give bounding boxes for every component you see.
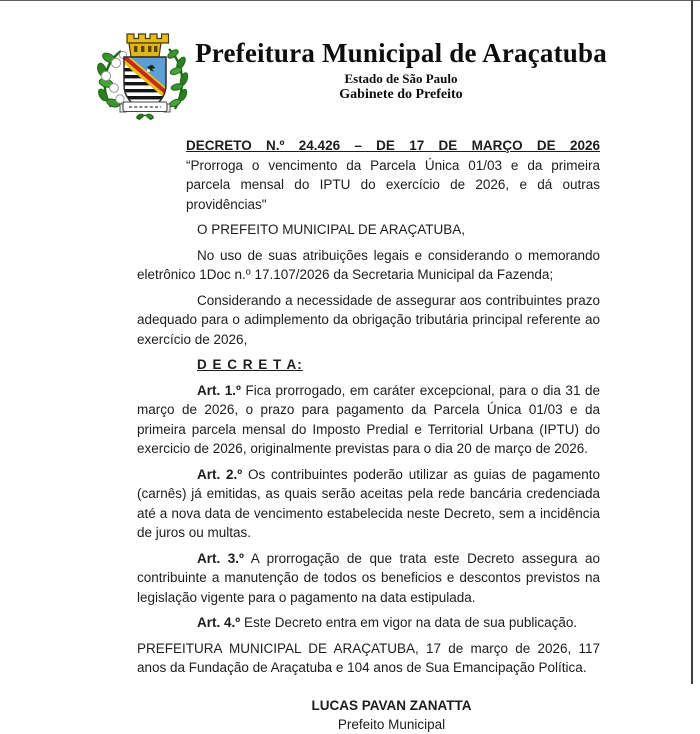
page-top-border bbox=[0, 0, 700, 1]
letterhead-state: Estado de São Paulo bbox=[344, 71, 458, 86]
decree-closing: PREFEITURA MUNICIPAL DE ARAÇATUBA, 17 de março de 2026, 117 anos da Fundação de Araçatuba e 104 anos de Sua Emancipação Política. bbox=[137, 640, 600, 675]
article-4-text: Este Decreto entra em vigor na data de sua publicação. bbox=[240, 615, 578, 630]
signature-block bbox=[137, 696, 600, 734]
signature-title: Prefeito Municipal bbox=[337, 716, 446, 732]
decree-heading-block bbox=[186, 136, 600, 214]
letterhead bbox=[195, 38, 607, 103]
article-2-text: Os contribuintes poderão utilizar as guias de pagamento (carnês) já emitidas, as quais serão aceitas pela rede bancária credenciada até a nova data de vencimento estabelecida neste Decreto, sem a incidência de juros ou multas. bbox=[137, 466, 600, 540]
decree-summary: “Prorroga o vencimento da Parcela Única 01/03 e da primeira parcela mensal do IPTU do exercício de 2026, e dá outras providências" bbox=[186, 157, 600, 212]
cotton-branch bbox=[96, 51, 127, 109]
article-4-label: Art. 4.º bbox=[197, 615, 241, 630]
article-3-label: Art. 3.º bbox=[197, 550, 244, 566]
bottom-sprigs bbox=[136, 113, 154, 120]
article-3-text: A prorrogação de que trata este Decreto assegura ao contribuinte a manutenção de todos os beneficios e descontos previstos na legislação vigente para o pagamento na data estipulada. bbox=[137, 550, 600, 605]
decree-article-4 bbox=[137, 613, 600, 633]
decree-number-line: DECRETO N.º 24.426 – DE 17 DE MARÇO DE 2026 bbox=[186, 138, 600, 153]
article-2-label: Art. 2.º bbox=[197, 466, 243, 482]
article-1-label: Art. 1.º bbox=[197, 382, 241, 398]
article-1-text: Fica prorrogado, em caráter excepcional, para o dia 31 de março de 2026, o prazo para pagamento da Parcela Única 01/03 e da primeira parcela mensal do Imposto Predial e Territorial Urbana (IPTU) do exercicio de 2026, originalmente previstas para o dia 20 de março de 2026. bbox=[137, 382, 600, 456]
enacting-formula: D E C R E T A: bbox=[197, 357, 303, 372]
letterhead-office: Gabinete do Prefeito bbox=[339, 87, 463, 102]
letterhead-title: Prefeitura Municipal de Araçatuba bbox=[195, 38, 607, 68]
decree-document bbox=[137, 136, 600, 734]
mural-crown bbox=[127, 34, 169, 57]
signature-name: LUCAS PAVAN ZANATTA bbox=[311, 697, 472, 713]
scroll-banner bbox=[120, 102, 170, 112]
decree-preamble-1: No uso de suas atribuições legais e considerando o memorando eletrônico 1Doc n.º 17.107/2026 da Secretaria Municipal da Fazenda; bbox=[137, 247, 600, 282]
decree-article-3 bbox=[137, 549, 600, 608]
decree-article-2 bbox=[137, 465, 600, 543]
city-crest-icon bbox=[93, 24, 197, 124]
decree-article-1 bbox=[137, 381, 600, 459]
city-coat-of-arms bbox=[93, 24, 197, 124]
decree-salutation: O PREFEITO MUNICIPAL DE ARAÇATUBA, bbox=[197, 222, 466, 237]
decree-preamble-2: Considerando a necessidade de assegurar aos contribuintes prazo adequado para o adimplemento da obrigação tributária principal referente ao exercício de 2026, bbox=[137, 292, 600, 347]
enacting-formula-line bbox=[137, 355, 600, 375]
coffee-branch bbox=[166, 48, 189, 109]
page-right-border bbox=[691, 0, 693, 684]
